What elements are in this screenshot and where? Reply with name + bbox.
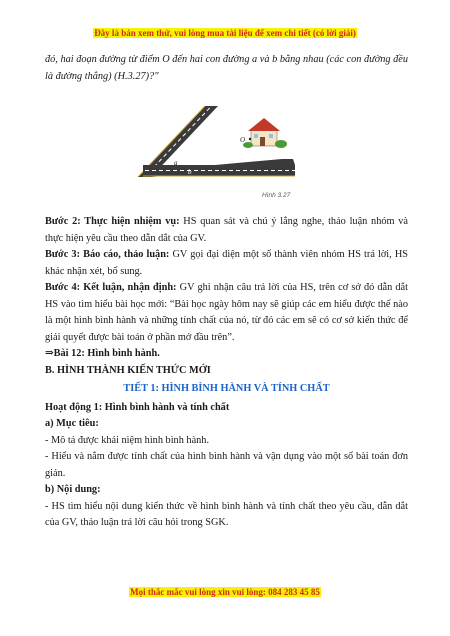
tiet-heading: TIẾT 1: HÌNH BÌNH HÀNH VÀ TÍNH CHẤT <box>123 383 330 394</box>
section-b-heading: B. HÌNH THÀNH KIẾN THỨC MỚI <box>45 364 211 376</box>
figure-caption: Hình 3.27 <box>262 192 291 199</box>
content-heading: b) Nội dung: <box>45 484 101 495</box>
label-a: a <box>174 159 178 167</box>
step-4: Bước 4: Kết luận, nhận định: GV ghi nhận câu trả lời của HS, trên cơ sở đó dẫn dắt HS vào tìm hiểu bài học mới: “Bài học ngày hôm nay sẽ giúp các em hiểu được thế nào là một hình bình hành và những tính chất của nó, từ đó các em sẽ có cơ sở kiến thức để giải quyết được bài toán ở phần mở đầu trên”. <box>45 282 408 343</box>
step-3: Bước 3: Báo cáo, thảo luận: GV gọi đại diện một số thành viên nhóm HS trả lời, HS khác nhận xét, bổ sung. <box>45 249 408 277</box>
objective-heading: a) Mục tiêu: <box>45 418 99 429</box>
objective-item: - Mô tả được khái niệm hình bình hành. <box>45 434 210 446</box>
lesson-title: ⇒Bài 12: Hình bình hành. <box>45 348 160 359</box>
figure-roads <box>45 88 408 208</box>
activity-heading: Hoạt động 1: Hình bình hành và tính chất <box>45 401 230 413</box>
objective-item: - Hiểu và nắm được tính chất của hình bình hành và vận dụng vào một số bài toán đơn giản. <box>45 451 408 479</box>
point-o <box>249 138 251 140</box>
content-text: - HS tìm hiểu nội dung kiến thức về hình bình hành và tính chất theo yêu cầu, dẫn dắt của GV, thảo luận trả lời câu hỏi trong SGK. <box>45 500 408 528</box>
intro-text: đó, hai đoạn đường từ điểm O đến hai con đường a và b bằng nhau (các con đường đều là đường thẳng) (H.3.27)?" <box>45 54 408 82</box>
step-2: Bước 2: Thực hiện nhiệm vụ: HS quan sát và chú ý lắng nghe, thảo luận nhóm và thực hiện yêu cầu theo dẫn dắt của GV. <box>45 216 408 244</box>
preview-banner: Đây là bản xem thử, vui lòng mua tài liệu để xem chi tiết (có lời giải) <box>94 28 356 38</box>
house-icon <box>243 118 287 148</box>
label-o: O <box>240 136 246 144</box>
road-illustration <box>45 88 408 208</box>
label-b: b <box>188 168 192 176</box>
contact-footer: Mọi thắc mắc vui lòng xin vui lòng: 084 283 45 85 <box>130 587 320 597</box>
document-body <box>45 52 408 532</box>
